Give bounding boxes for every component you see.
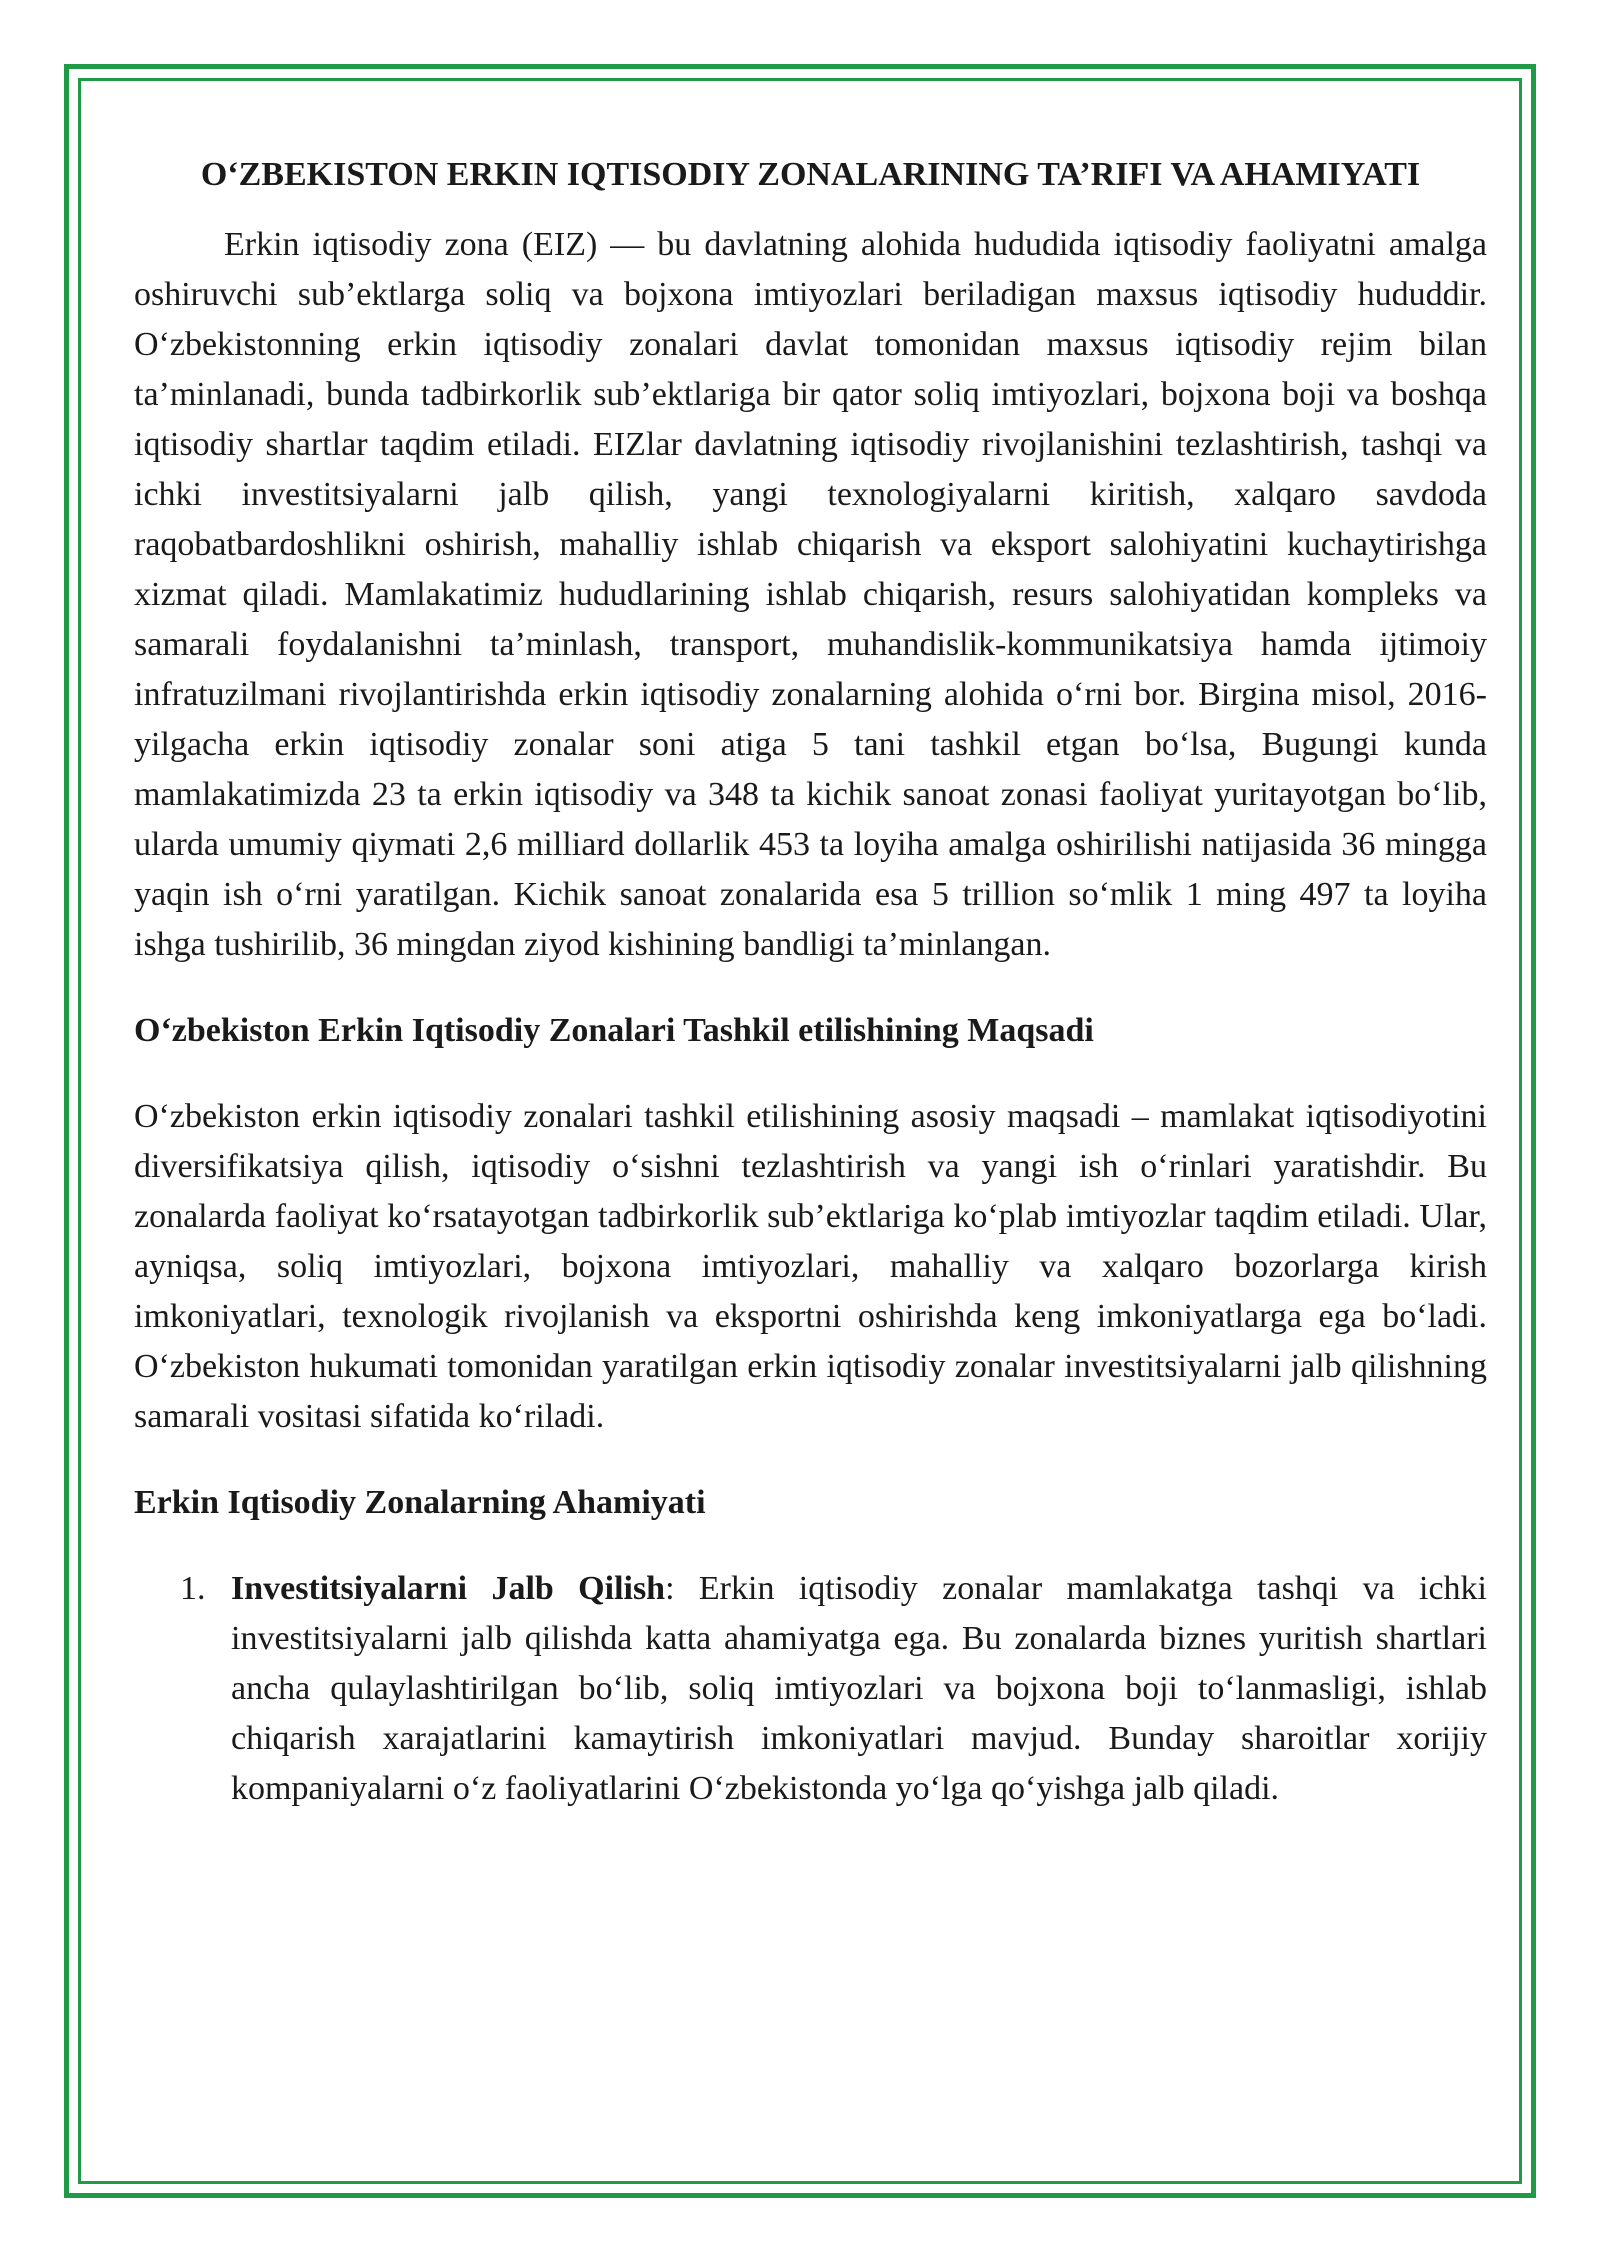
document-title: O‘ZBEKISTON ERKIN IQTISODIY ZONALARINING TA’RIFI VA AHAMIYATI bbox=[200, 156, 1421, 193]
section-heading-ahamiyat: Erkin Iqtisodiy Zonalarning Ahamiyati bbox=[134, 1484, 706, 1521]
list-item-text: : Erkin iqtisodiy zonalar mamlakatga tashqi va ichki investitsiyalarni jalb qilishda katta ahamiyatga ega. Bu zonalarda biznes yuritish shartlari ancha qulaylashtirilgan bo‘lib, soliq imtiyozlari va bojxona boji to‘lanmasligi, ishlab chiqarish xarajatlarini kamaytirish imkoniyatlari mavjud. Bunday sharoitlar xorijiy kompaniyalarni o‘z faoliyatlarini O‘zbekistonda yo‘lga qo‘yishga jalb qiladi. bbox=[231, 1570, 1488, 1807]
list-item-number: 1. bbox=[180, 1570, 206, 1607]
ahamiyat-list bbox=[134, 1564, 1487, 1814]
document-body bbox=[134, 150, 1487, 1814]
list-item-title: Investitsiyalarni Jalb Qilish bbox=[231, 1570, 666, 1607]
intro-paragraph: Erkin iqtisodiy zona (EIZ) — bu davlatning alohida hududida iqtisodiy faoliyatni amalga oshiruvchi sub’ektlarga soliq va bojxona imtiyozlari beriladigan maxsus iqtisodiy hududdir. O‘zbekistonning erkin iqtisodiy zonalari davlat tomonidan maxsus iqtisodiy rejim bilan ta’minlanadi, bunda tadbirkorlik sub’ektlariga bir qator soliq imtiyozlari, bojxona boji va boshqa iqtisodiy shartlar taqdim etiladi. EIZlar davlatning iqtisodiy rivojlanishini tezlashtirish, tashqi va ichki investitsiyalarni jalb qilish, yangi texnologiyalarni kiritish, xalqaro savdoda raqobatbardoshlikni oshirish, mahalliy ishlab chiqarish va eksport salohiyatini kuchaytirishga xizmat qiladi. Mamlakatimiz hududlarining ishlab chiqarish, resurs salohiyatidan kompleks va samarali foydalanishni ta’minlash, transport, muhandislik-kommunikatsiya hamda ijtimoiy infratuzilmani rivojlantirishda erkin iqtisodiy zonalarning alohida o‘rni bor. Birgina misol, 2016-yilgacha erkin iqtisodiy zonalar soni atiga 5 tani tashkil etgan bo‘lsa, Bugungi kunda mamlakatimizda 23 ta erkin iqtisodiy va 348 ta kichik sanoat zonasi faoliyat yuritayotgan bo‘lib, ularda umumiy qiymati 2,6 milliard dollarlik 453 ta loyiha amalga oshirilishi natijasida 36 mingga yaqin ish o‘rni yaratilgan. Kichik sanoat zonalarida esa 5 trillion so‘mlik 1 ming 497 ta loyiha ishga tushirilib, 36 mingdan ziyod kishining bandligi ta’minlangan. bbox=[134, 226, 1487, 963]
section-heading-maqsad: O‘zbekiston Erkin Iqtisodiy Zonalari Tashkil etilishining Maqsadi bbox=[134, 1012, 1094, 1049]
list-item bbox=[134, 1564, 1487, 1814]
section-paragraph-maqsad: O‘zbekiston erkin iqtisodiy zonalari tashkil etilishining asosiy maqsadi – mamlakat iqtisodiyotini diversifikatsiya qilish, iqtisodiy o‘sishni tezlashtirish va yangi ish o‘rinlari yaratishdir. Bu zonalarda faoliyat ko‘rsatayotgan tadbirkorlik sub’ektlariga ko‘plab imtiyozlar taqdim etiladi. Ular, ayniqsa, soliq imtiyozlari, bojxona imtiyozlari, mahalliy va xalqaro bozorlarga kirish imkoniyatlari, texnologik rivojlanish va eksportni oshirishda keng imkoniyatlarga ega bo‘ladi. O‘zbekiston hukumati tomonidan yaratilgan erkin iqtisodiy zonalar investitsiyalarni jalb qilishning samarali vositasi sifatida ko‘riladi. bbox=[134, 1098, 1487, 1435]
